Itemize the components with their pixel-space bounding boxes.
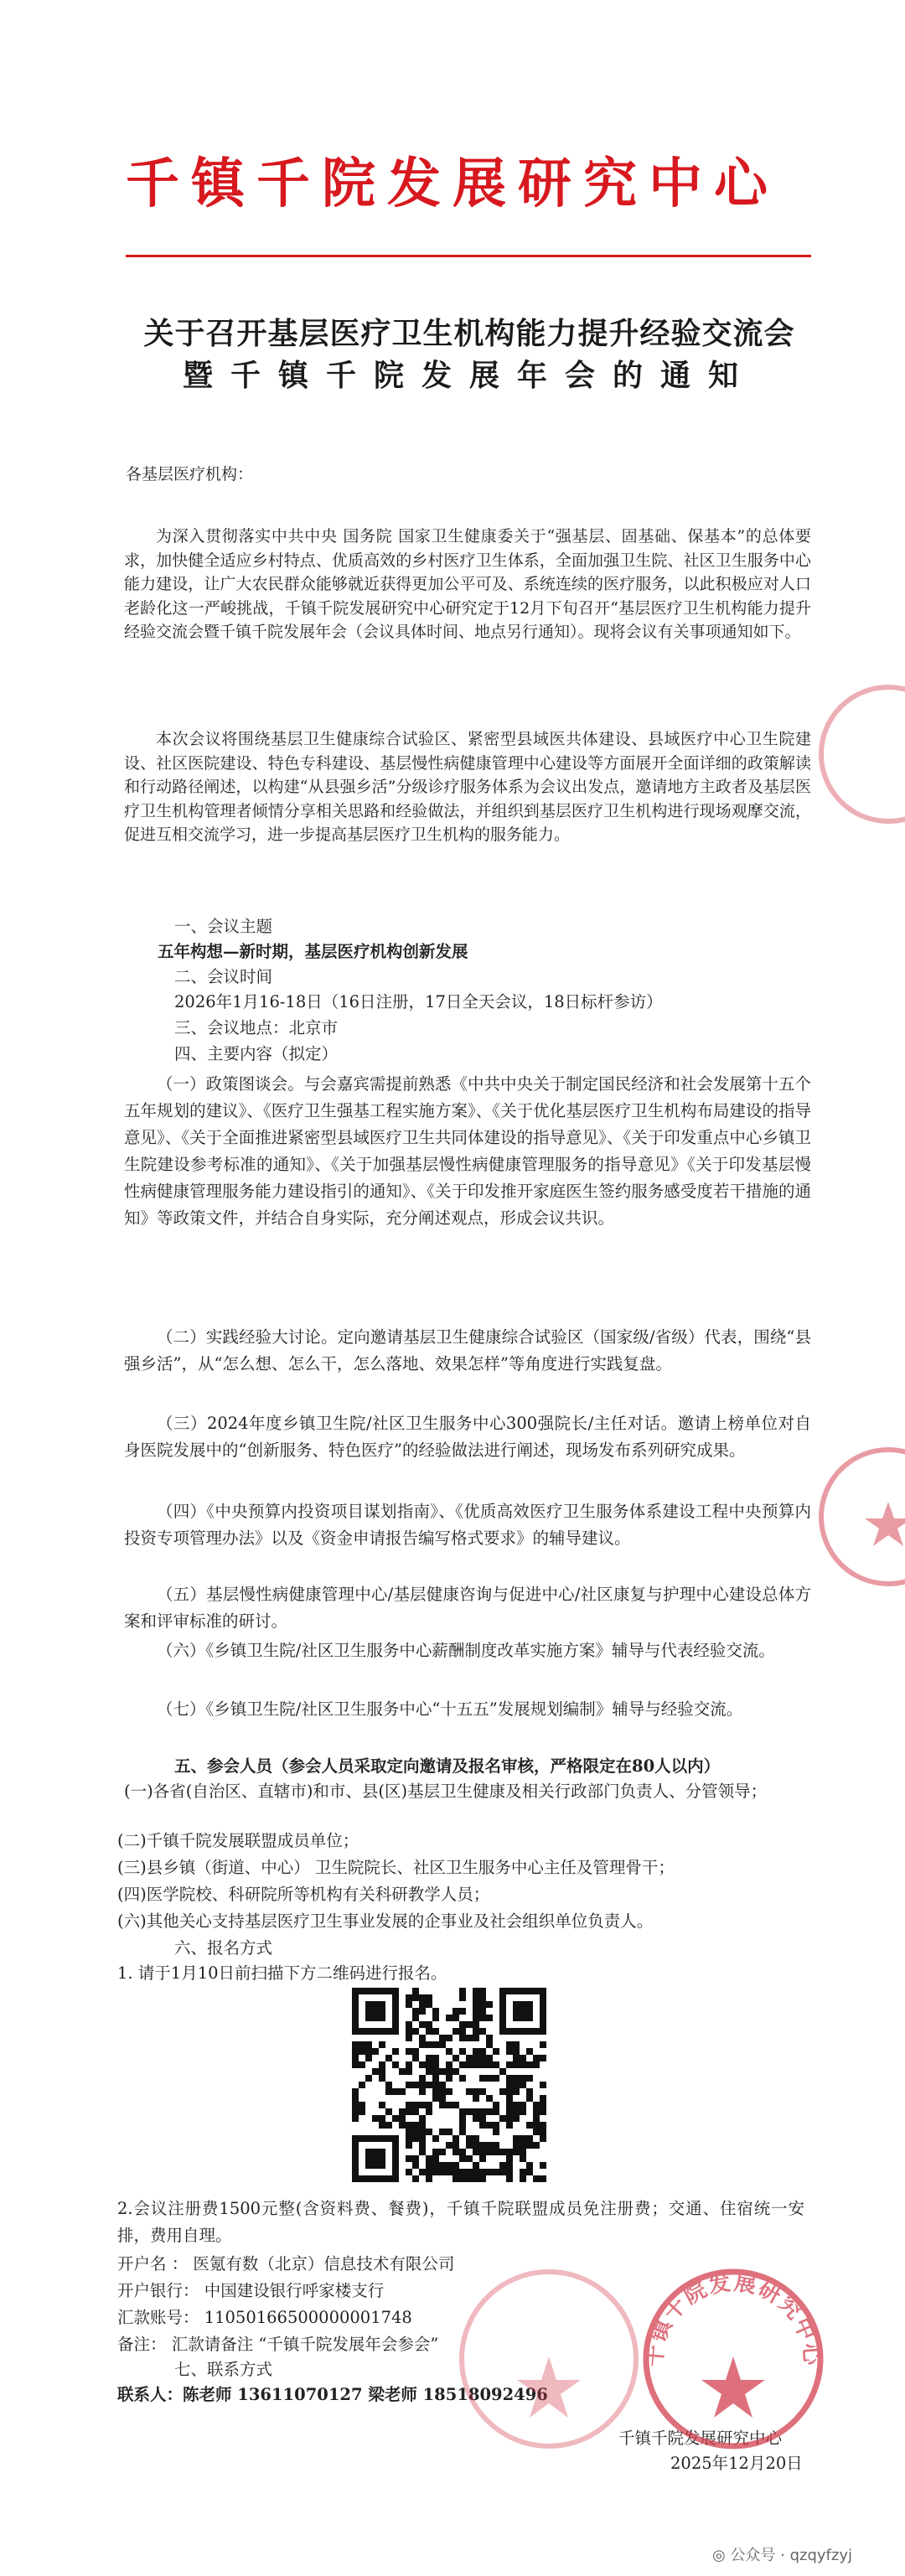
remittance-note: 备注： 汇款请备注 “千镇千院发展年会参会” xyxy=(117,2335,439,2354)
edge-seal-bottom xyxy=(804,1441,905,1592)
registration-step1: 1. 请于1月10日前扫描下方二维码进行报名。 xyxy=(117,1963,447,1983)
masthead: 千镇千院发展研究中心 xyxy=(126,153,779,215)
registration-heading: 六、报名方式 xyxy=(174,1938,273,1958)
intro-paragraph-2: 本次会议将围绕基层卫生健康综合试验区、紧密型县域医共体建设、县域医疗中心卫生院建设、社区医院建设、特色专科建设、基层慢性病健康管理中心建设等方面展开全面详细的政策解读和行动路径阐述，以构建“从县强乡活”分级诊疗服务体系为会议出发点，邀请地方主政者及基层医疗卫生机构管理者倾情分享相关思路和经验做法，并组织到基层医疗卫生机构进行现场观摩交流，促进互相交流学习，进一步提高基层医疗卫生机构的服务能力。 xyxy=(124,730,811,844)
time-heading: 二、会议时间 xyxy=(174,967,273,986)
wechat-footer: ◎ 公众号 · qzqyfzyj xyxy=(712,2547,852,2564)
content-item-1: （一）政策图谈会。与会嘉宾需提前熟悉《中共中央关于制定国民经济和社会发展第十五个五年规划的建议》、《医疗卫生强基工程实施方案》、《关于优化基层医疗卫生机构布局建设的指导意见》、《关于全面推进紧密型县域医疗卫生共同体建设的指导意见》、《关于印发重点中心乡镇卫生院建设参考标准的通知》、《关于加强基层慢性病健康管理服务的指导意见》《关于印发基层慢性病健康管理服务能力建设指引的通知》、《关于印发推开家庭医生签约服务感受度若干措施的通知》等政策文件，并结合自身实际，充分阐述观点，形成会议共识。 xyxy=(124,1074,811,1228)
signup-qr-code[interactable] xyxy=(352,1988,546,2182)
content-item-5: （五）基层慢性病健康管理中心/基层健康咨询与促进中心/社区康复与护理中心建设总体方案和评审标准的研讨。 xyxy=(124,1585,811,1631)
contact-heading: 七、联系方式 xyxy=(174,2360,273,2379)
notice-title-line1: 关于召开基层医疗卫生机构能力提升经验交流会 xyxy=(143,317,795,351)
participants-item-3: (三)县乡镇（街道、中心） 卫生院院长、社区卫生服务中心主任及管理骨干； xyxy=(117,1858,675,1877)
content-item-7: （七）《乡镇卫生院/社区卫生服务中心“十五五”发展规划编制》辅导与经验交流。 xyxy=(157,1699,743,1719)
participants-item-5: (六)其他关心支持基层医疗卫生事业发展的企事业及社会组织单位负责人。 xyxy=(117,1911,654,1931)
intro-paragraph-1: 为深入贯彻落实中共中央 国务院 国家卫生健康委关于“强基层、固基础、保基本”的总体要求，加快健全适应乡村特点、优质高效的乡村医疗卫生体系，全面加强卫生院、社区卫生服务中心能力建设，让广大农民群众能够就近获得更加公平可及、系统连续的医疗服务，以此积极应对人口老龄化这一严峻挑战，千镇千院发展研究中心研究定于12月下旬召开“基层医疗卫生机构能力提升经验交流会暨千镇千院发展年会（会议具体时间、地点另行通知）。现将会议有关事项通知如下。 xyxy=(124,527,811,641)
place-text: 三、会议地点：北京市 xyxy=(174,1018,339,1037)
wechat-icon: ◎ xyxy=(712,2547,731,2564)
registration-fee: 2.会议注册费1500元整(含资料费、餐费)，千镇千院联盟成员免注册费；交通、住宿统一安排，费用自理。 xyxy=(117,2199,804,2245)
content-item-4: （四）《中央预算内投资项目谋划指南》、《优质高效医疗卫生服务体系建设工程中央预算内投资专项管理办法》以及《资金申请报告编写格式要求》的辅导建议。 xyxy=(124,1502,811,1548)
bank-name: 开户银行： 中国建设银行呼家楼支行 xyxy=(117,2281,385,2300)
content-item-6: （六）《乡镇卫生院/社区卫生服务中心薪酬制度改革实施方案》辅导与代表经验交流。 xyxy=(157,1641,775,1660)
faded-seal xyxy=(452,2263,645,2455)
account-number: 汇款账号： 11050166500000001748 xyxy=(117,2308,412,2327)
signature-org: 千镇千院发展研究中心 xyxy=(618,2429,783,2448)
content-item-3: （三）2024年度乡镇卫生院/社区卫生服务中心300强院长/主任对话。邀请上榜单位对自身医院发展中的“创新服务、特色医疗”的经验做法进行阐述，现场发布系列研究成果。 xyxy=(124,1414,811,1460)
participants-heading: 五、参会人员（参会人员采取定向邀请及报名审核，严格限定在80人以内） xyxy=(174,1756,721,1776)
signature-date: 2025年12月20日 xyxy=(670,2454,803,2473)
participants-item-2: (二)千镇千院发展联盟成员单位； xyxy=(117,1831,359,1850)
theme-text: 五年构想—新时期，基层医疗机构创新发展 xyxy=(158,942,468,961)
contact-text: 联系人：陈老师 13611070127 梁老师 18518092496 xyxy=(117,2385,548,2404)
edge-seal-top xyxy=(804,679,905,830)
account-name: 开户名 ： 医氪有数（北京）信息技术有限公司 xyxy=(117,2254,455,2273)
participants-item-4: (四)医学院校、科研院所等机构有关科研教学人员； xyxy=(117,1885,490,1904)
qr-code-icon xyxy=(352,1988,546,2182)
participants-item-1: (一)各省(自治区、直辖市)和市、县(区)基层卫生健康及相关行政部门负责人、分管领导； xyxy=(124,1782,768,1801)
salutation: 各基层医疗机构： xyxy=(126,465,254,484)
content-heading: 四、主要内容（拟定） xyxy=(174,1044,339,1063)
theme-heading: 一、会议主题 xyxy=(174,917,273,936)
svg-text:千镇千院发展研究中心: 千镇千院发展研究中心 xyxy=(642,2270,825,2368)
official-seal xyxy=(637,2263,830,2455)
time-text: 2026年1月16-18日（16日注册，17日全天会议，18日标杆参访） xyxy=(174,992,663,1011)
notice-title-line2: 暨千镇千院发展年会的通知 xyxy=(182,359,756,393)
red-rule xyxy=(126,255,811,257)
content-item-2: （二）实践经验大讨论。定向邀请基层卫生健康综合试验区（国家级/省级）代表，围绕“县强乡活”，从“怎么想、怎么干，怎么落地、效果怎样”等角度进行实践复盘。 xyxy=(124,1327,811,1373)
